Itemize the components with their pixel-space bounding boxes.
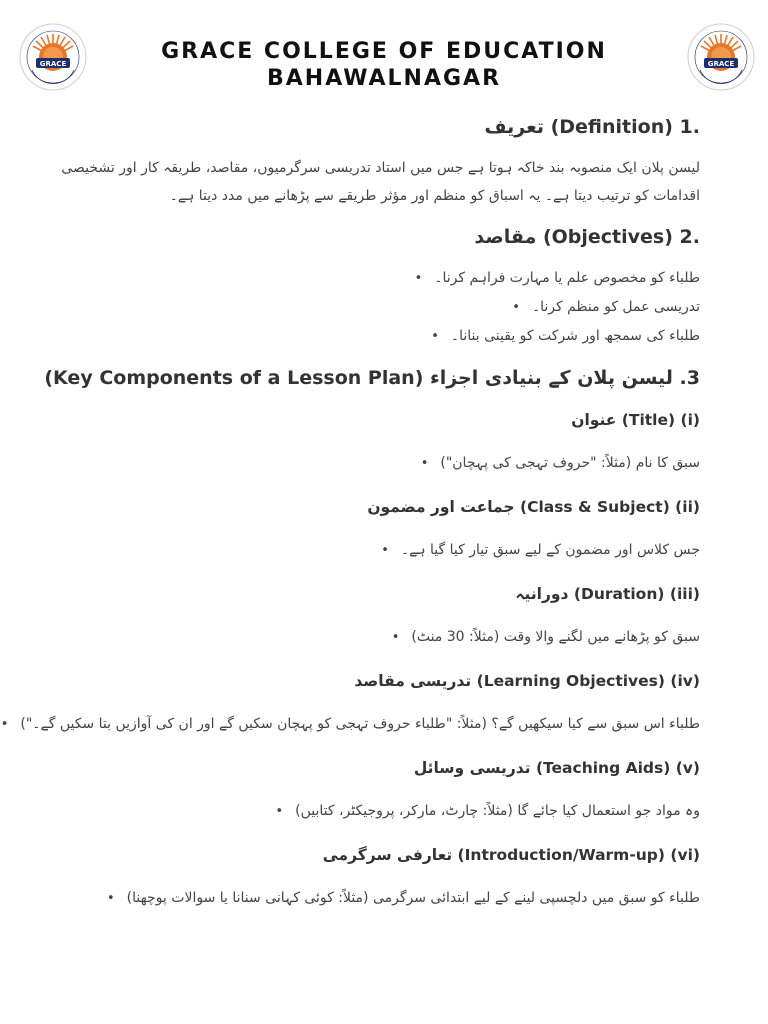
objectives-heading: .2 (Objectives) مقاصد (474, 226, 700, 248)
component-list-duration (0, 623, 700, 652)
list-item: طلباء اس سبق سے کیا سیکھیں گے؟ (مثلاً: "طلباء حروف تہجی کو پہچان سکیں گے اور ان کی آوازیں بتا سکیں گے۔")• (0, 716, 700, 732)
component-heading-learning-objectives: (iv) (Learning Objectives) تدریسی مقاصد (354, 672, 700, 690)
component-heading-title: (i) (Title) عنوان (571, 411, 700, 429)
component-list-introduction (0, 884, 700, 913)
college-logo-right (686, 22, 756, 92)
component-list-teaching-aids (0, 797, 700, 826)
college-name-line1: GRACE COLLEGE OF EDUCATION (161, 39, 607, 64)
list-item: سبق کا نام (مثلاً: "حروف تہجی کی پہچان")• (420, 455, 700, 471)
list-item: جس کلاس اور مضمون کے لیے سبق تیار کیا گیا ہے۔• (381, 542, 700, 558)
objectives-list (0, 264, 700, 351)
college-logo-left (18, 22, 88, 92)
component-list-title (0, 449, 700, 478)
component-list-class-subject (0, 536, 700, 565)
list-item: طلباء کو مخصوص علم یا مہارت فراہم کرنا۔• (414, 270, 700, 286)
component-heading-introduction: (vi) (Introduction/Warm-up) تعارفی سرگرمی (322, 846, 700, 864)
component-heading-duration: (iii) (Duration) دورانیہ (515, 585, 700, 603)
component-heading-class-subject: (ii) (Class & Subject) جماعت اور مضمون (367, 498, 700, 516)
logo-text-right: GRACE (707, 60, 735, 68)
list-item: تدریسی عمل کو منظم کرنا۔• (512, 299, 700, 315)
document-content (0, 110, 700, 913)
components-heading: 3. لیسن پلان کے بنیادی اجزاء (Key Components of a Lesson Plan) (44, 367, 700, 389)
list-item: وہ مواد جو استعمال کیا جائے گا (مثلاً: چارٹ، مارکر، پروجیکٹر، کتابیں)• (275, 803, 700, 819)
list-item: طلباء کو سبق میں دلچسپی لینے کے لیے ابتدائی سرگرمی (مثلاً: کوئی کہانی سنانا یا سوالات پوچھنا)• (106, 890, 700, 906)
definition-heading: .1 (Definition) تعریف (484, 116, 700, 138)
component-list-learning-objectives (0, 710, 700, 739)
component-heading-teaching-aids: (v) (Teaching Aids) تدریسی وسائل (413, 759, 700, 777)
list-item: سبق کو پڑھانے میں لگنے والا وقت (مثلاً: 30 منٹ)• (391, 629, 700, 645)
list-item: طلباء کی سمجھ اور شرکت کو یقینی بنانا۔• (431, 328, 700, 344)
college-name (150, 38, 618, 92)
definition-text: لیسن پلان ایک منصوبہ بند خاکہ ہوتا ہے جس میں استاد تدریسی سرگرمیوں، مقاصد، طریقہ کار اور تشخیصی اقدامات کو ترتیب دیتا ہے۔ یہ اسباق کو منظم اور مؤثر طریقے سے پڑھانے میں مدد دیتا ہے۔ (61, 160, 700, 204)
college-name-line2: BAHAWALNAGAR (266, 66, 502, 91)
logo-text-left: GRACE (39, 60, 67, 68)
